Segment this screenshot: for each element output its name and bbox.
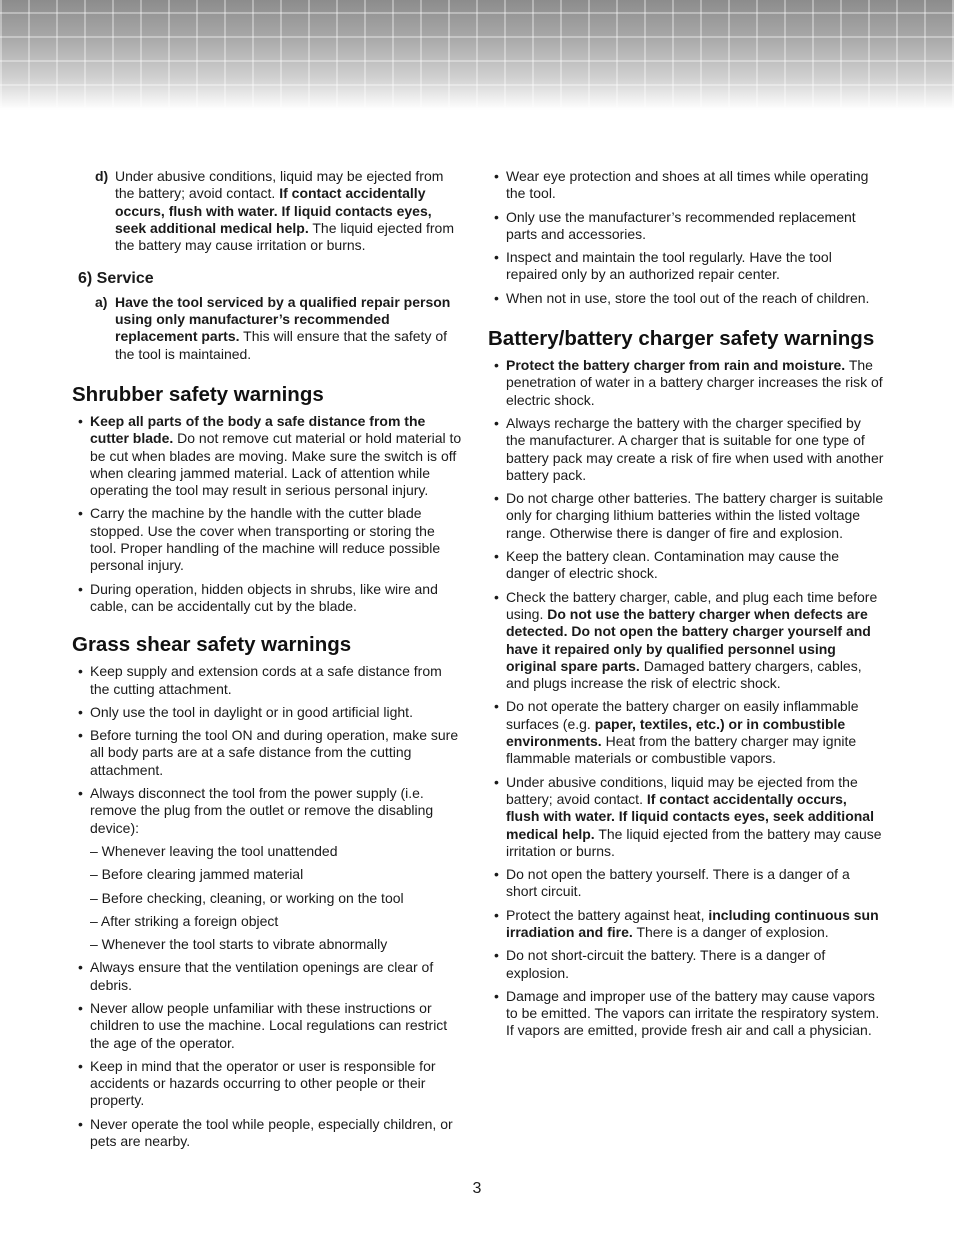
list-item: • Keep all parts of the body a safe distance from the cutter blade. Do not remove cut material or hold material to be cut when blades are moving. Make sure the switch is off when clearing jammed material. Lack of attention while operating the tool may result in serious personal injury. bbox=[78, 412, 462, 499]
header-banner bbox=[0, 0, 954, 110]
list-item: • Carry the machine by the handle with the cutter blade stopped. Use the cover when transporting or storing the tool. Proper handling of the machine will reduce possible personal injury. bbox=[78, 505, 441, 574]
list-item: • Wear eye protection and shoes at all times while operating the tool. bbox=[494, 168, 869, 202]
list-item: • Only use the manufacturer’s recommended replacement parts and accessories. bbox=[494, 208, 856, 242]
list-item: • Check the battery charger, cable, and plug each time before using. Do not use the battery charger when defects are detected. Do not open the battery charger yourself and have it repaired only by qualified personnel using original spare parts. Damaged battery chargers, cables, and plugs increase the risk of electric shock. bbox=[494, 588, 878, 692]
list-item: • Do not charge other batteries. The battery charger is suitable only for charging lithium batteries within the listed voltage range. Otherwise there is danger of fire and explosion. bbox=[494, 490, 884, 541]
list-item: • Do not operate the battery charger on easily inflammable surfaces (e.g. paper, textiles, etc.) or in combustible environments. Heat from the battery charger may ignite flammable materials or combustible vapors. bbox=[494, 698, 859, 767]
list-item: • Only use the tool in daylight or in good artificial light. bbox=[78, 703, 413, 720]
list-item: d) Under abusive conditions, liquid may be ejected from the battery; avoid contact. If contact accidentally occurs, flush with water. If liquid contacts eyes, seek additional medical help. The liquid ejected from the battery may cause irritation or burns. bbox=[95, 168, 454, 254]
list-item: • Always disconnect the tool from the power supply (i.e. remove the plug from the outlet or remove the disabling device): bbox=[78, 785, 434, 836]
list-item: • Keep in mind that the operator or user is responsible for accidents or hazards occurring to other people or their property. bbox=[78, 1057, 436, 1109]
grass-heading: Grass shear safety warnings bbox=[72, 633, 352, 657]
list-item: • Protect the battery charger from rain and moisture. The penetration of water in a battery charger increases the risk of electric shock. bbox=[494, 357, 883, 408]
list-item: • During operation, hidden objects in shrubs, like wire and cable, can be accidentally cut by the blade. bbox=[78, 580, 438, 614]
list-item: • Always ensure that the ventilation openings are clear of debris. bbox=[78, 959, 434, 993]
list-item: • Never operate the tool while people, especially children, or pets are nearby. bbox=[78, 1115, 453, 1150]
list-item: • Do not short-circuit the battery. There is a danger of explosion. bbox=[494, 947, 826, 981]
shrubber-heading: Shrubber safety warnings bbox=[72, 382, 324, 406]
list-item: • Damage and improper use of the battery may cause vapors to be emitted. The vapors can irritate the respiratory system. If vapors are emitted, provide fresh air and call a physician. bbox=[494, 987, 880, 1039]
sub-list-item: – Before checking, cleaning, or working on the tool bbox=[90, 889, 404, 906]
list-item: • Before turning the tool ON and during operation, make sure all body parts are at a safe distance from the cutting attachment. bbox=[78, 727, 459, 778]
list-item: • Never allow people unfamiliar with these instructions or children to use the machine. Local regulations can restrict the age of the operator. bbox=[78, 999, 448, 1051]
service-heading: 6) Service bbox=[78, 270, 154, 288]
sub-list-item: – After striking a foreign object bbox=[90, 912, 279, 929]
list-item: • When not in use, store the tool out of the reach of children. bbox=[494, 289, 870, 306]
list-item: • Always recharge the battery with the charger specified by the manufacturer. A charger that is suitable for one type of battery pack may create a risk of fire when used with another battery pack. bbox=[494, 414, 884, 483]
page-number: 3 bbox=[472, 1180, 482, 1197]
right-column bbox=[488, 168, 884, 1046]
left-column bbox=[72, 168, 462, 1156]
list-item: • Protect the battery against heat, including continuous sun irradiation and fire. There is a danger of explosion. bbox=[494, 906, 879, 940]
list-item: • Do not open the battery yourself. There is a danger of a short circuit. bbox=[494, 866, 850, 900]
list-item: • Keep the battery clean. Contamination may cause the danger of electric shock. bbox=[494, 548, 840, 582]
battery-heading: Battery/battery charger safety warnings bbox=[488, 327, 875, 351]
list-item: • Keep supply and extension cords at a safe distance from the cutting attachment. bbox=[78, 663, 442, 697]
list-item: • Under abusive conditions, liquid may be ejected from the battery; avoid contact. If contact accidentally occurs, flush with water. If liquid contacts eyes, seek additional medical help. The liquid ejected from the battery may cause irritation or burns. bbox=[494, 773, 882, 859]
list-item: • Inspect and maintain the tool regularly. Have the tool repaired only by an authorized repair center. bbox=[494, 249, 832, 283]
list-item: a) Have the tool serviced by a qualified repair person using only manufacturer’s recommended replacement parts. This will ensure that the safety of the tool is maintained. bbox=[95, 293, 451, 362]
sub-list-item: – Whenever the tool starts to vibrate abnormally bbox=[90, 936, 388, 953]
sub-list-item: – Whenever leaving the tool unattended bbox=[90, 842, 338, 859]
sub-list-item: – Before clearing jammed material bbox=[90, 866, 304, 883]
